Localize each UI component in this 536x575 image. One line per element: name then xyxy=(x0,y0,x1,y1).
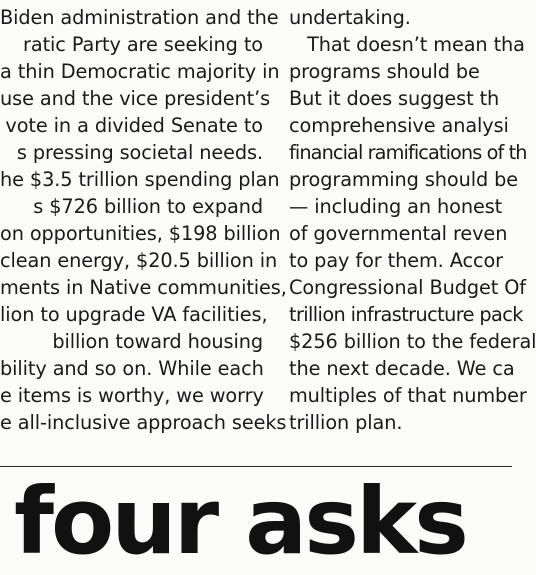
left-column-line: s $726 billion to expand xyxy=(33,195,263,218)
right-column-line: to pay for them. Accor xyxy=(289,249,503,272)
left-column-line: e all-inclusive approach seeks xyxy=(0,411,287,434)
left-column-line: s pressing societal needs. xyxy=(16,141,263,164)
headline xyxy=(14,468,466,575)
left-column-line: use and the vice president’s xyxy=(0,87,271,110)
right-column-line: $256 billion to the federal xyxy=(289,330,536,353)
right-column-line: undertaking. xyxy=(289,6,411,29)
right-text-column xyxy=(289,4,536,436)
left-column-line: a thin Democratic majority in xyxy=(0,60,280,83)
left-column-line: ments in Native communities, xyxy=(0,276,287,299)
right-column-line: programs should be xyxy=(289,60,480,83)
left-column-line: he $3.5 trillion spending plan xyxy=(0,168,280,191)
left-column-line: Biden administration and the xyxy=(0,6,279,29)
right-column-line: That doesn’t mean tha xyxy=(289,33,525,56)
left-column-line: billion toward housing xyxy=(52,330,263,353)
left-column-line: vote in a divided Senate to xyxy=(5,114,263,137)
right-column-line: trillion plan. xyxy=(289,411,403,434)
right-column-line: comprehensive analysi xyxy=(289,114,509,137)
left-column-line: on opportunities, $198 billion xyxy=(0,222,281,245)
left-column-line: e items is worthy, we worry xyxy=(0,384,264,407)
right-column-line: But it does suggest th xyxy=(289,87,500,110)
left-column-line: ratic Party are seeking to xyxy=(23,33,263,56)
left-column-line: clean energy, $20.5 billion in xyxy=(0,249,278,272)
section-divider xyxy=(0,466,512,467)
left-text-column xyxy=(0,4,287,436)
right-column-line: financial ramifications of th xyxy=(289,141,527,164)
left-column-line: bility and so on. While each xyxy=(0,357,264,380)
right-column-line: — including an honest xyxy=(289,195,503,218)
headline-text: four asks xyxy=(14,468,466,575)
right-column-line: of governmental reven xyxy=(289,222,508,245)
right-column-line: programming should be xyxy=(289,168,519,191)
right-column-line: Congressional Budget Of xyxy=(289,276,526,299)
right-column-line: the next decade. We ca xyxy=(289,357,515,380)
right-column-line: trillion infrastructure pack xyxy=(289,303,523,326)
right-column-line: multiples of that number xyxy=(289,384,527,407)
left-column-line: lion to upgrade VA facilities, xyxy=(0,303,268,326)
